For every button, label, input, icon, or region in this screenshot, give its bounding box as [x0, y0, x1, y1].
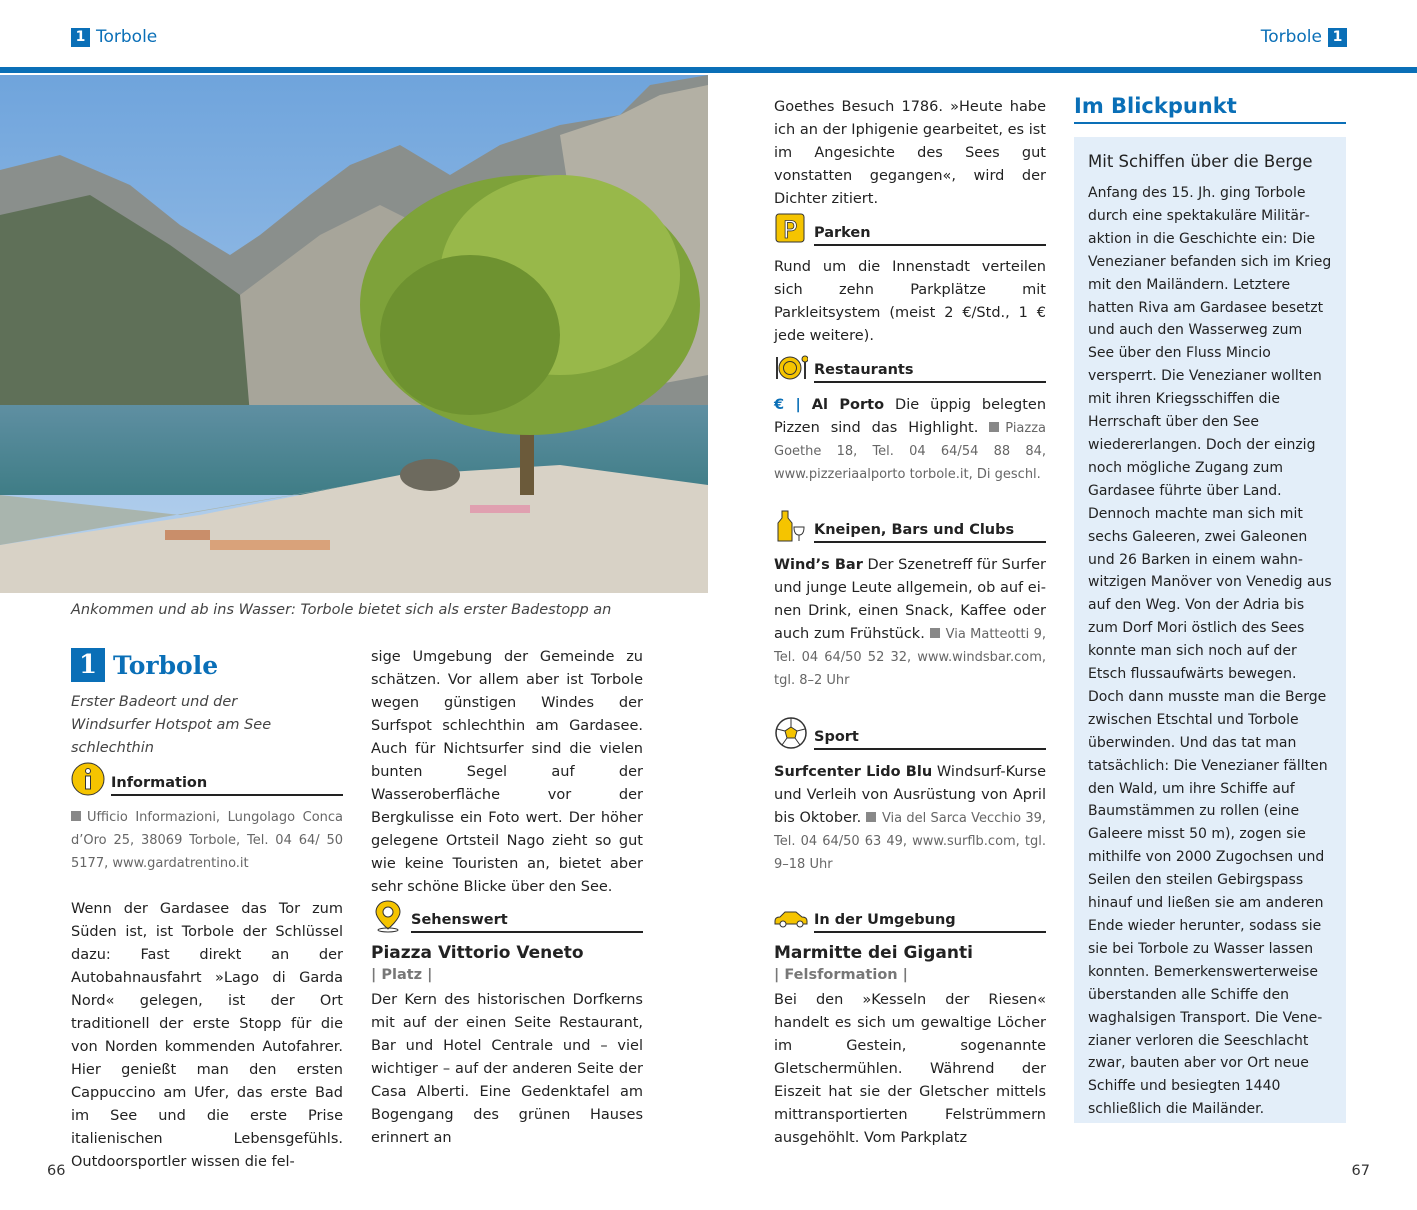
restaurant-entry	[774, 394, 1046, 486]
info-icon	[71, 762, 105, 796]
section-sport	[774, 714, 1046, 750]
article-subtitle: Erster Badeort und der Windsurfer Hotspot am See schlechthin	[71, 694, 272, 756]
goethe-paragraph: Goethes Besuch 1786. »Heute habe ich an der Iphigenie gearbeitet, es ist im Angesichte des Sees gut vonstatten gegangen«, wird der Dichter zitiert.	[774, 99, 1046, 207]
sport-info: Via del Sarca Vecchio 39, Tel. 04 64/50 63 49, www.surflb.com, tgl. 9–18 Uhr	[774, 811, 1046, 872]
section-heading: Information	[111, 775, 343, 796]
bullet-square-icon	[989, 422, 999, 432]
svg-text:P: P	[782, 216, 798, 244]
section-heading: Parken	[814, 225, 1046, 246]
article-number: 1	[71, 648, 105, 682]
chapter-number: 1	[1328, 28, 1347, 47]
surroundings-type: | Felsformation |	[774, 967, 908, 983]
info-address: Ufficio Informazioni, Lungolago Conca d’Oro 25, 38069 Torbole, Tel. 04 64/ 50 5177, www.gardatrentino.it	[71, 810, 343, 871]
surroundings-name: Marmitte dei Giganti	[774, 943, 973, 963]
sight-text: Der Kern des historischen Dorfkerns mit auf der einen Seite Restaurant, Bar und Hotel Centrale und – viel wichtiger – auf der anderen Seite der Casa Alberti. Eine Gedenktafel am Bogengang des grünen Hauses erinnert an	[371, 992, 643, 1146]
page-number-left: 66	[47, 1163, 66, 1179]
car-icon	[774, 899, 808, 933]
chapter-title: Torbole	[1260, 27, 1322, 47]
restaurant-info: Piazza Goethe 18, Tel. 04 64/54 88 84, www.pizzeriaalporto torbole.it, Di geschl.	[774, 421, 1047, 482]
section-parking	[774, 210, 1046, 246]
bullet-square-icon	[866, 812, 876, 822]
header-rule	[0, 67, 1417, 73]
page-number-right: 67	[1351, 1163, 1370, 1179]
chapter-title: Torbole	[96, 27, 158, 47]
parking-icon	[774, 212, 808, 246]
map-pin-icon	[371, 899, 405, 933]
running-header-right	[1261, 27, 1347, 47]
bullet-square-icon	[930, 628, 940, 638]
article-heading: Torbole	[113, 650, 219, 680]
bar-name: Wind’s Bar	[774, 557, 863, 573]
sidebar-title: Mit Schiffen über die Berge	[1088, 152, 1313, 171]
section-heading: Sport	[814, 729, 1046, 750]
bar-entry	[774, 554, 1046, 692]
intro-paragraph: Wenn der Gardasee das Tor zum Süden ist, ist Torbole der Schlüssel dazu: Fast direkt an der Autobahnausfahrt »Lago di Garda Nord« gelegen, ist der Ort traditionell der erste Stopp für die von Norden kommenden Autofahrer. Hier genießt man den ersten Cappuccino am Ufer, das erste Bad im See und die erste Prise italienischen Lebensgefühls. Outdoorsportler wissen die fel-	[71, 901, 343, 1170]
bottle-glass-icon	[774, 509, 808, 543]
section-heading: Restaurants	[814, 362, 1046, 383]
running-header-left	[71, 27, 157, 47]
chapter-number: 1	[71, 28, 90, 47]
bullet-square-icon	[71, 811, 81, 821]
section-bars	[774, 507, 1046, 543]
section-surroundings	[774, 897, 1046, 933]
plate-cutlery-icon	[774, 349, 808, 383]
soccer-ball-icon	[774, 716, 808, 750]
sport-description: Windsurf-Kurse und Verleih von Ausrüstung von April bis Oktober.	[774, 764, 1047, 826]
body-paragraph: sige Umgebung der Gemeinde zu schätzen. Vor allem aber ist Torbole wegen günstigen Windes der Surfspot schlechthin am Gardasee. Auch für Nichtsurfer sind die vielen bunten Segel auf der Wasseroberfläche vor der Bergkulisse ein Foto wert. Der höher gelegene Ortsteil Nago zieht so gut wie keine Touristen an, bietet aber sehr schöne Blicke über den See.	[371, 649, 643, 895]
sidebar-box	[1074, 137, 1346, 1123]
sport-name: Surfcenter Lido Blu	[774, 764, 933, 780]
section-information	[71, 760, 343, 796]
section-sights	[371, 897, 643, 933]
sidebar-heading: Im Blickpunkt	[1074, 94, 1346, 124]
restaurant-description: Die üppig belegten Pizzen sind das Highlight.	[774, 397, 1047, 436]
section-heading: Kneipen, Bars und Clubs	[814, 522, 1046, 543]
sport-entry	[774, 761, 1046, 876]
section-heading: Sehenswert	[411, 912, 643, 933]
bar-info: Via Matteotti 9, Tel. 04 64/50 52 32, www.windsbar.com, tgl. 8–2 Uhr	[774, 627, 1047, 688]
sight-type: | Platz |	[371, 967, 433, 983]
sidebar-text: Anfang des 15. Jh. ging Torbole durch eine spektakuläre Militäraktion in die Geschichte ein: Die Venezianer befanden sich im Krieg mit den Mailändern. Letztere hatten Riva am Gardasee besetzt und auch den Wasserweg zum See über den Fluss Mincio versperrt. Die Venezianer wollten mit ihren Kriegsschiffen die Herrschaft über den See wiedererlangen. Doch der einzig noch mögliche Zugang zum Gardasee führte über Land. Dennoch machte man sich mit sechs Galeeren, zwei Galeonen und 26 Barken in einem wahnwitzigen Manöver von Venedig aus auf den Weg. Von der Adria bis zum Dorf Mori östlich des Sees konnte man sich noch auf der Etsch flussaufwärts bewegen. Doch dann musste man die Berge zwischen Etschtal und Torbole überwinden. Und das tat man tatsächlich: Die Venezianer fällten den Wald, um ihre Schiffe auf Baumstämmen zu rollen (eine Galeere misst 50 m), zogen sie mithilfe von 2000 Zugochsen und Seilen den steilen Gebirgspass hinauf und ließen sie am anderen Ende wieder herunter, sodass sie sie bei Torbole zu Wasser lassen konnten. Bemerkenswerterweise überstanden alle Schiffe den waghalsigen Transport. Die Venezianer verloren die Seeschlacht zwar, bauten aber vor Ort neue Schiffe und besiegten 1440 schließlich die Mailänder.	[1088, 185, 1332, 1118]
info-text	[71, 806, 343, 875]
price-tag: € |	[774, 397, 801, 413]
photo-caption: Ankommen und ab ins Wasser: Torbole bietet sich als erster Badestopp an	[71, 602, 612, 618]
restaurant-name: Al Porto	[811, 397, 885, 413]
section-restaurants	[774, 347, 1046, 383]
lake-photo	[0, 75, 708, 593]
sight-name: Piazza Vittorio Veneto	[371, 943, 584, 963]
section-heading: In der Umgebung	[814, 912, 1046, 933]
article-title	[71, 648, 218, 682]
surroundings-text: Bei den »Kesseln der Riesen« handelt es sich um gewaltige Löcher im Gestein, sogenannte Gletschermühlen. Während der Eiszeit hat sie der Gletscher mittels mittransportierten Felstrümmern ausgehöhlt. Vom Parkplatz	[774, 992, 1046, 1146]
parking-text: Rund um die Innenstadt verteilen sich zehn Parkplätze mit Parkleitsystem (meist 2 €/Std., 1 € jede weitere).	[774, 259, 1046, 344]
bar-description: Der Szenetreff für Surfer und junge Leute allgemein, ob auf einen Drink, einen Snack, Kaffee oder auch zum Frühstück.	[774, 557, 1047, 642]
